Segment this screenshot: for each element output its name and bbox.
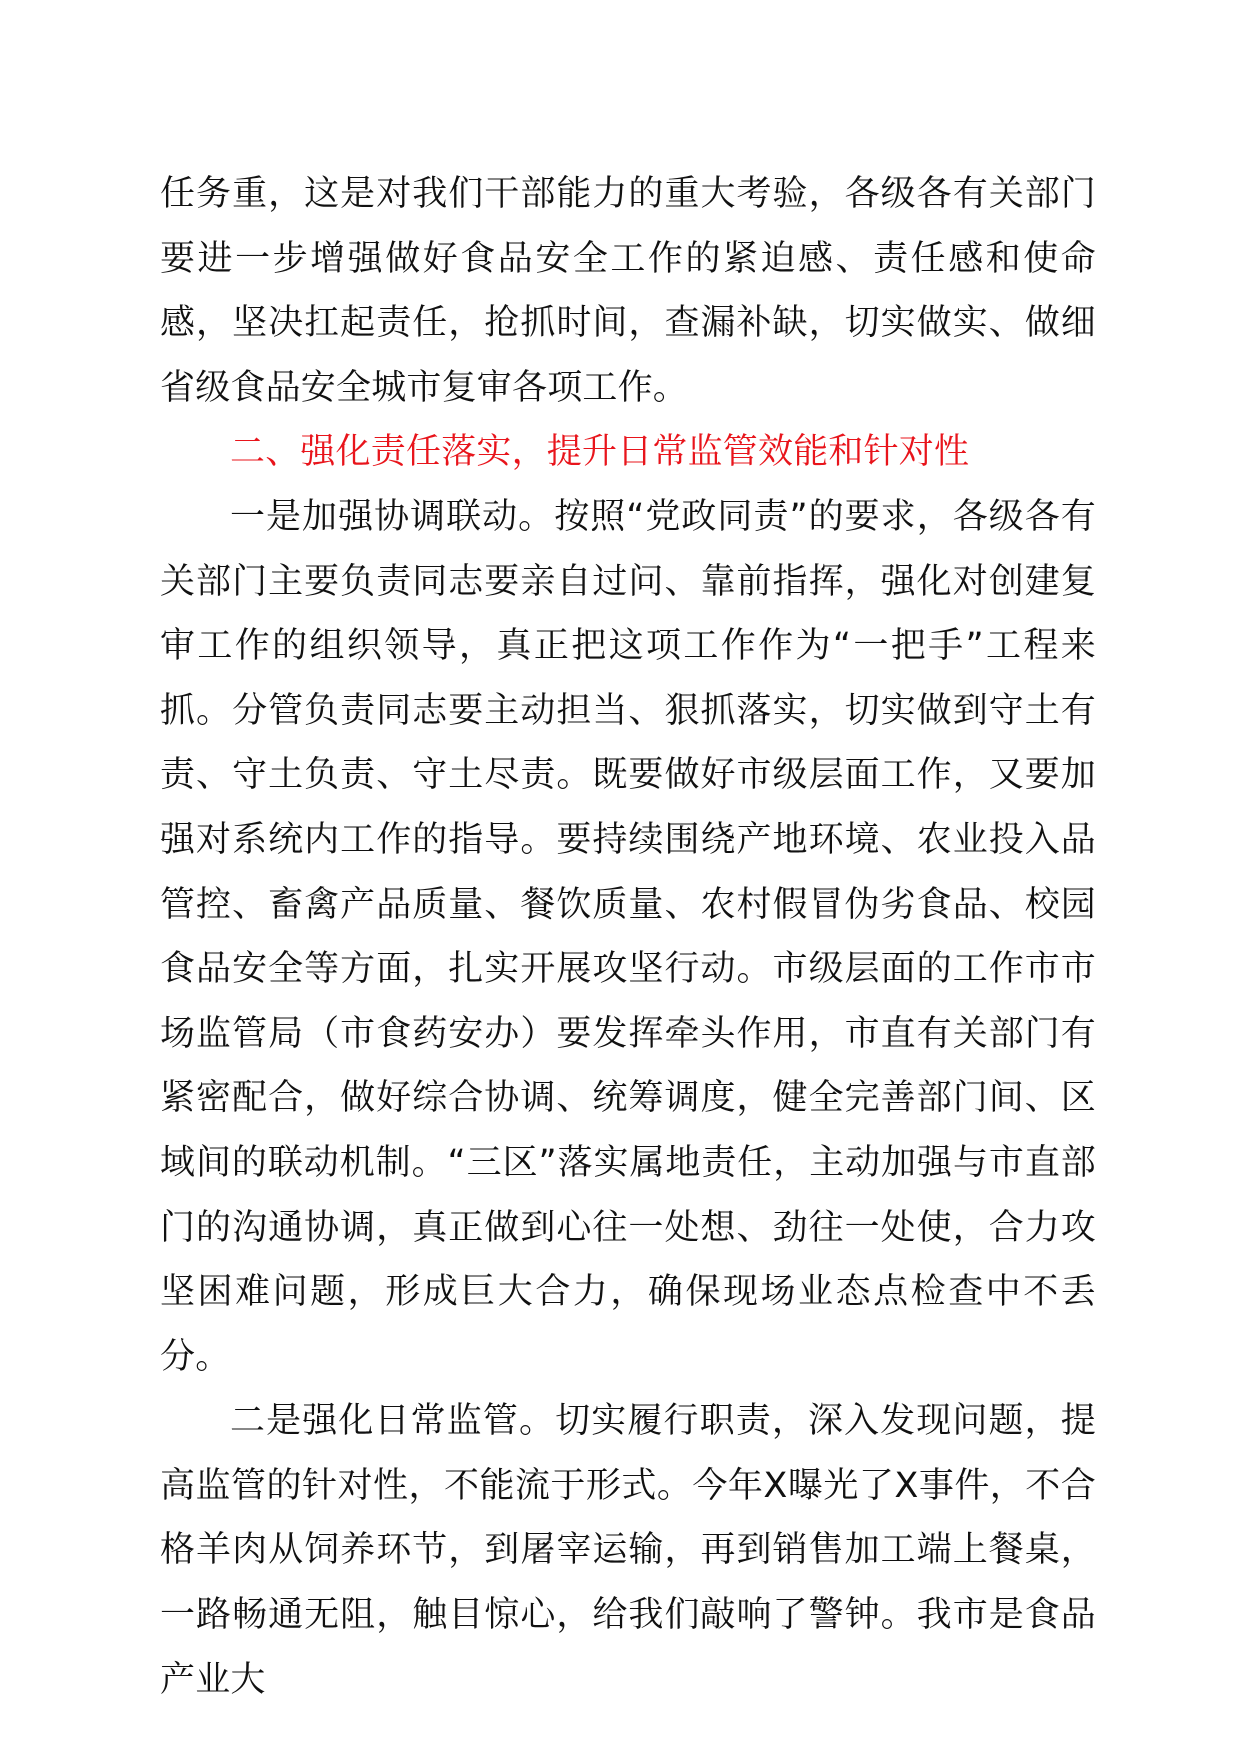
paragraph-daily-supervision: 二是强化日常监管。切实履行职责，深入发现问题，提高监管的针对性，不能流于形式。今年X曝光了X事件，不合格羊肉从饲养环节，到屠宰运输，再到销售加工端上餐桌，一路畅通无阻，触目惊心，给我们敲响了警钟。我市是食品产业大 <box>160 1401 1096 1700</box>
document-body <box>160 162 1096 1712</box>
paragraph-coordination: 一是加强协调联动。按照“党政同责”的要求，各级各有关部门主要负责同志要亲自过问、靠前指挥，强化对创建复审工作的组织领导，真正把这项工作作为“一把手”工程来抓。分管负责同志要主动担当、狠抓落实，切实做到守土有责、守土负责、守土尽责。既要做好市级层面工作，又要加强对系统内工作的指导。要持续围绕产地环境、农业投入品管控、畜禽产品质量、餐饮质量、农村假冒伪劣食品、校园食品安全等方面，扎实开展攻坚行动。市级层面的工作市市场监管局（市食药安办）要发挥牵头作用，市直有关部门有紧密配合，做好综合协调、统筹调度，健全完善部门间、区域间的联动机制。“三区”落实属地责任，主动加强与市直部门的沟通协调，真正做到心往一处想、劲往一处使，合力攻坚困难问题，形成巨大合力，确保现场业态点检查中不丢分。 <box>160 496 1096 1377</box>
section-heading: 二、强化责任落实，提升日常监管效能和针对性 <box>230 432 970 473</box>
paragraph-continuation: 任务重，这是对我们干部能力的重大考验，各级各有关部门要进一步增强做好食品安全工作的紧迫感、责任感和使命感，坚决扛起责任，抢抓时间，查漏补缺，切实做实、做细省级食品安全城市复审各项工作。 <box>160 174 1096 408</box>
